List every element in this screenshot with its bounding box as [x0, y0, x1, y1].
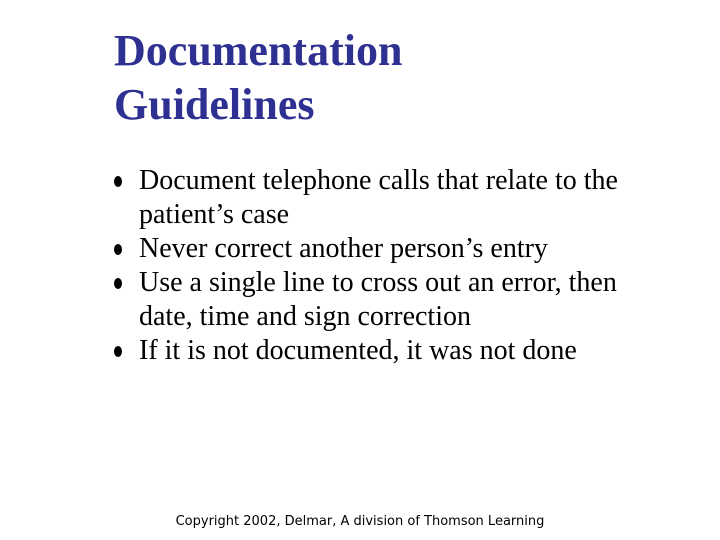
list-item: [114, 266, 674, 334]
bullet-icon: [114, 346, 122, 357]
title-line-1: Documentation: [114, 26, 403, 75]
bullet-text: Document telephone calls that relate to the patient’s case: [139, 165, 618, 230]
copyright-footer: Copyright 2002, Delmar, A division of Thomson Learning: [175, 514, 545, 529]
bullet-icon: [114, 244, 122, 255]
list-item: [114, 334, 674, 368]
list-item: [114, 232, 674, 266]
bullet-text: Never correct another person’s entry: [139, 233, 548, 264]
bullet-list: [114, 164, 674, 368]
bullet-text: Use a single line to cross out an error, then date, time and sign correction: [139, 267, 617, 332]
slide-title: [114, 24, 402, 132]
bullet-text: If it is not documented, it was not done: [139, 335, 577, 366]
title-line-2: Guidelines: [114, 80, 315, 129]
list-item: [114, 164, 674, 232]
bullet-icon: [114, 278, 122, 289]
bullet-icon: [114, 176, 122, 187]
